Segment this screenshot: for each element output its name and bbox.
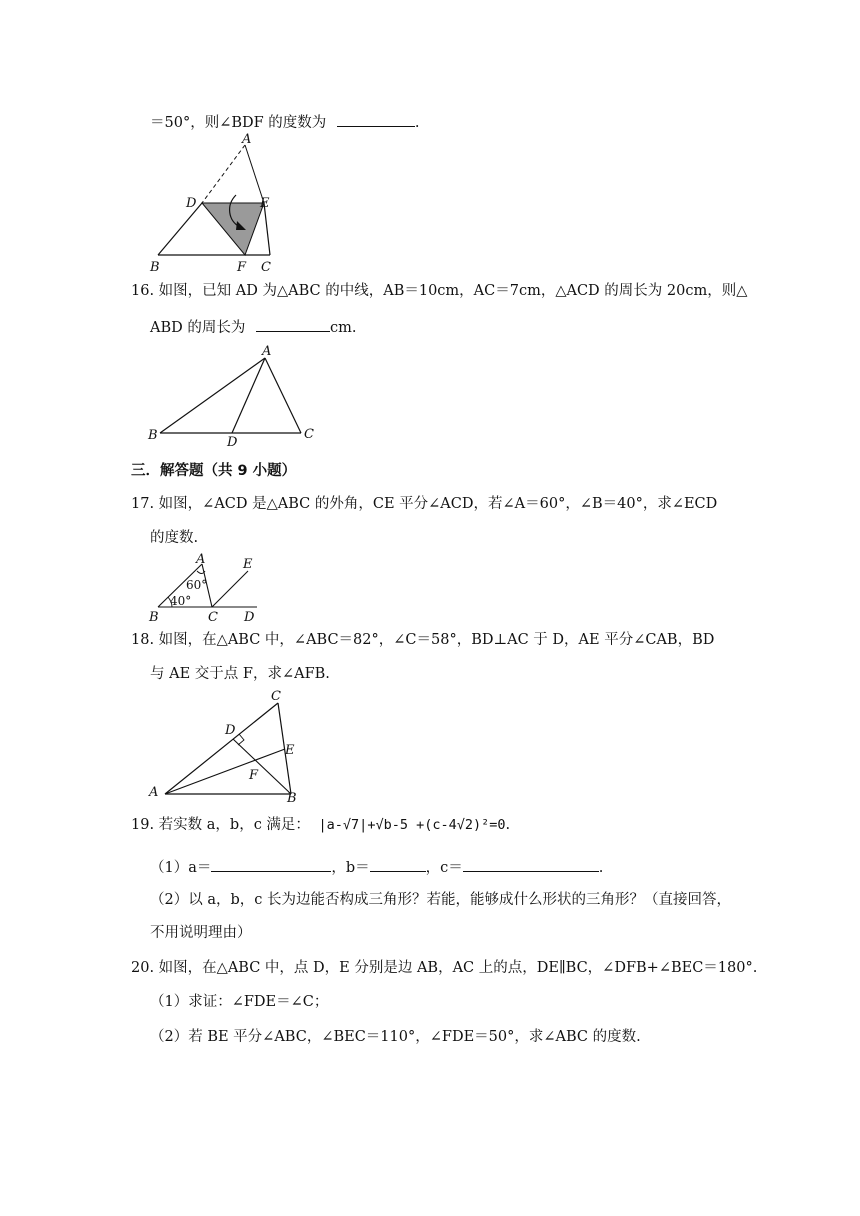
q16-answer-blank[interactable] bbox=[256, 317, 330, 332]
label-C: C bbox=[208, 610, 218, 625]
label-D: D bbox=[186, 196, 197, 211]
label-E: E bbox=[243, 557, 253, 572]
q19-part1-a-label: （1）a＝ bbox=[150, 860, 212, 876]
q19-blank-a[interactable] bbox=[211, 857, 331, 872]
q19-part1-b-label: ，b＝ bbox=[331, 860, 370, 876]
q19-blank-b[interactable] bbox=[370, 857, 426, 872]
label-A: A bbox=[262, 344, 272, 359]
q19-part1 bbox=[150, 857, 603, 878]
label-B: B bbox=[149, 610, 159, 625]
label-B: B bbox=[287, 791, 297, 806]
q19-part1-c-label: ，c＝ bbox=[425, 860, 463, 876]
label-D: D bbox=[244, 610, 255, 625]
label-A: A bbox=[149, 785, 159, 800]
q16-figure bbox=[145, 343, 325, 453]
q16-line2 bbox=[150, 317, 356, 338]
q19-intro: 19. 若实数 a，b，c 满足： bbox=[131, 817, 310, 833]
q19-part2-line1: （2）以 a，b，c 长为边能否构成三角形？若能，能够成什么形状的三角形？（直接回答， bbox=[150, 892, 731, 908]
q16-line2-post: cm. bbox=[329, 320, 357, 336]
q20-part1: （1）求证：∠FDE＝∠C； bbox=[150, 994, 329, 1010]
q16-line2-pre: ABD 的周长为 bbox=[150, 320, 246, 336]
q18-figure bbox=[145, 686, 315, 804]
label-E: E bbox=[285, 743, 295, 758]
q20-line1: 20. 如图，在△ABC 中，点 D，E 分别是边 AB，AC 上的点，DE∥BC，∠DFB+∠BEC＝180°. bbox=[131, 960, 758, 976]
q15-tail-text: ＝50°，则∠BDF 的度数为 bbox=[150, 115, 327, 131]
q17-figure bbox=[142, 553, 267, 625]
label-B: B bbox=[148, 428, 158, 443]
q15-answer-blank[interactable] bbox=[337, 112, 415, 127]
q19-blank-c[interactable] bbox=[463, 857, 599, 872]
label-C: C bbox=[261, 260, 271, 275]
label-A: A bbox=[196, 552, 206, 567]
label-D: D bbox=[225, 723, 236, 738]
q15-end: . bbox=[414, 115, 420, 131]
label-F: F bbox=[237, 260, 247, 275]
label-A: A bbox=[242, 132, 252, 147]
q19-part1-end: . bbox=[598, 860, 604, 876]
q15-figure bbox=[140, 132, 290, 275]
q18-line1: 18. 如图，在△ABC 中，∠ABC＝82°，∠C＝58°，BD⊥AC 于 D，AE 平分∠CAB，BD bbox=[131, 632, 715, 648]
q18-line2: 与 AE 交于点 F，求∠AFB. bbox=[150, 666, 330, 682]
label-D: D bbox=[227, 435, 238, 450]
q19-formula-end: . bbox=[505, 817, 511, 833]
label-F: F bbox=[249, 768, 259, 783]
q19-part2-line2: 不用说明理由） bbox=[150, 925, 252, 941]
q20-part2: （2）若 BE 平分∠ABC，∠BEC＝110°，∠FDE＝50°，求∠ABC 的度数. bbox=[150, 1029, 641, 1045]
q19-line1 bbox=[131, 815, 510, 835]
q17-line1: 17. 如图，∠ACD 是△ABC 的外角，CE 平分∠ACD，若∠A＝60°，∠B＝40°，求∠ECD bbox=[131, 496, 718, 512]
q16-line1: 16. 如图，已知 AD 为△ABC 的中线，AB＝10cm，AC＝7cm，△ACD 的周长为 20cm，则△ bbox=[131, 283, 748, 299]
q15-text bbox=[150, 112, 420, 133]
label-E: E bbox=[260, 196, 270, 211]
label-B: B bbox=[150, 260, 160, 275]
angle-b-label: 40° bbox=[170, 594, 192, 608]
q19-formula: |a-√7|+√b-5 +(c-4√2)²=0 bbox=[318, 817, 506, 833]
label-C: C bbox=[271, 689, 281, 704]
angle-a-label: 60° bbox=[186, 578, 208, 592]
q17-line2: 的度数. bbox=[150, 530, 199, 546]
label-C: C bbox=[304, 427, 314, 442]
section3-title: 三．解答题（共 9 小题） bbox=[131, 463, 297, 479]
